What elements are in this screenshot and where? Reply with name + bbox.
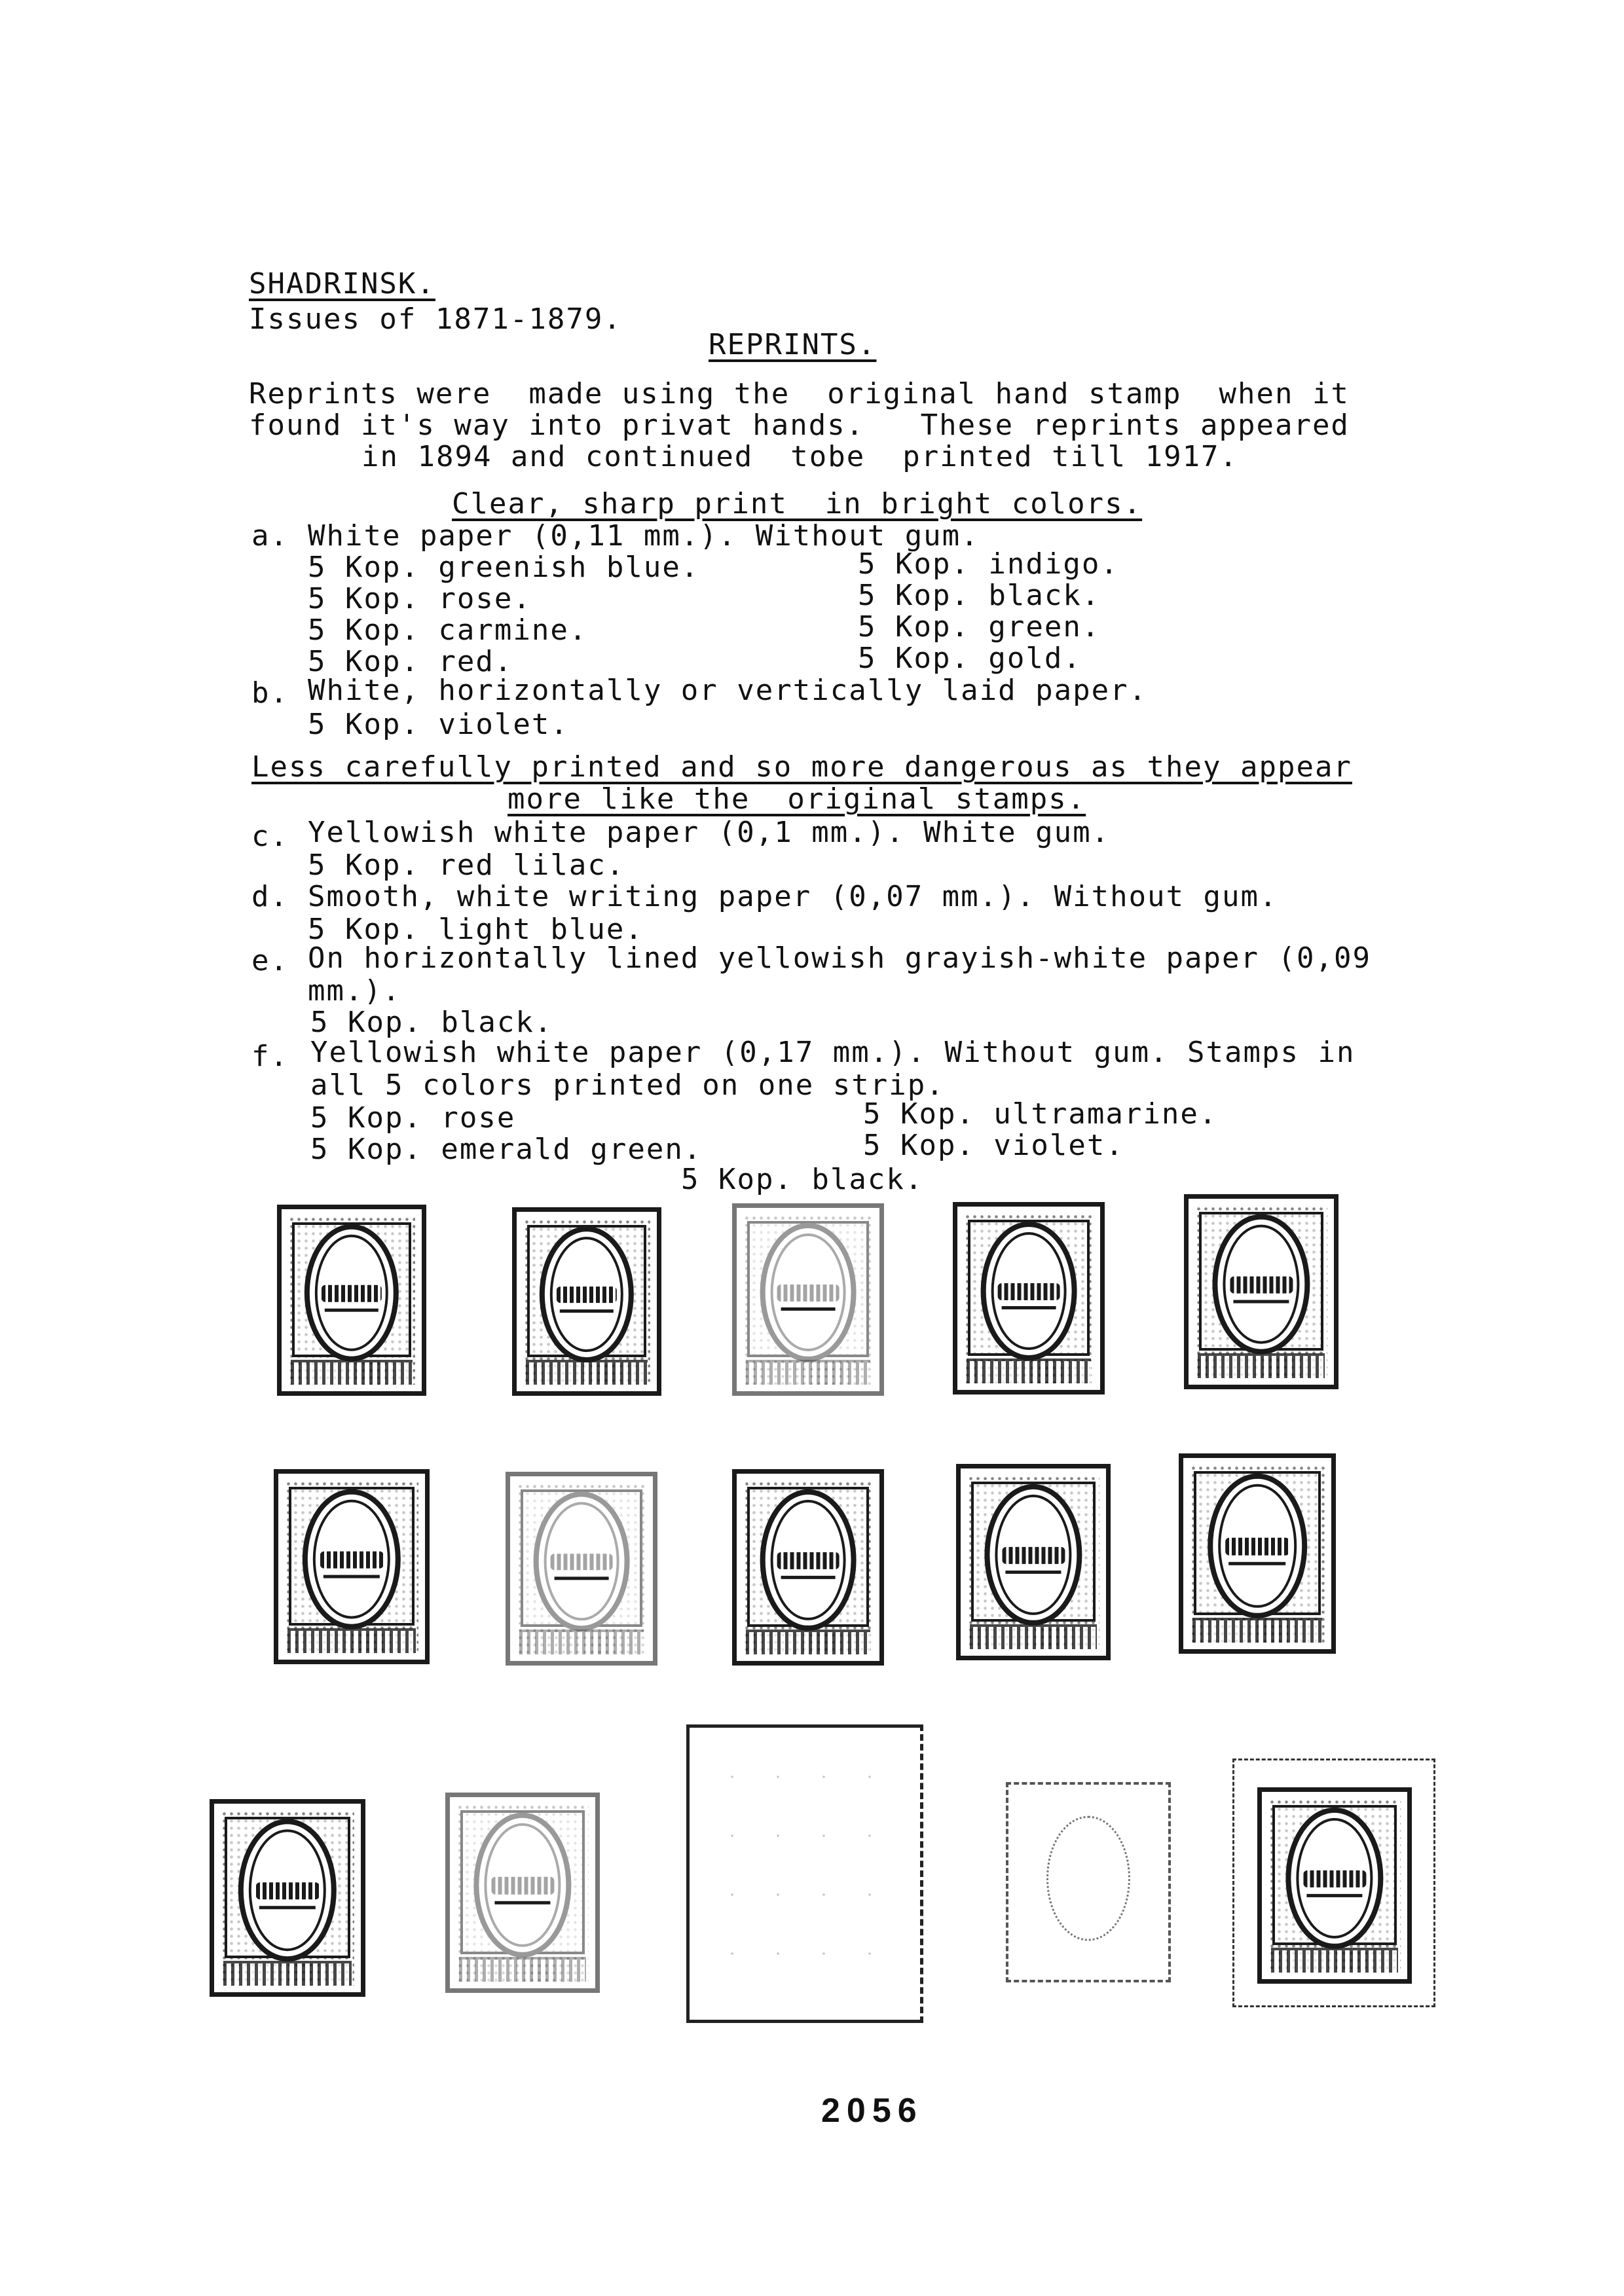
list-item: 5 Kop. green. (858, 610, 1101, 644)
item-d-text: Smooth, white writing paper (0,07 mm.). Without gum. (308, 880, 1278, 913)
list-item: 5 Kop. violet. (308, 708, 569, 741)
list-item: 5 Kop. indigo. (858, 547, 1119, 581)
page-number: 2056 (821, 2092, 923, 2130)
list-item: 5 Kop. red. (308, 645, 513, 678)
list-item: 5 Kop. emerald green. (310, 1133, 703, 1166)
list-item: 5 Kop. ultramarine. (863, 1097, 1218, 1131)
item-d-label: d. (251, 880, 289, 913)
stamp-image (1179, 1453, 1336, 1654)
item-a-text: White paper (0,11 mm.). Without gum. (308, 519, 980, 553)
list-item: 5 Kop. light blue. (308, 913, 644, 946)
group1-heading: Clear, sharp print in bright colors. (452, 487, 1143, 520)
stamp-blank-image (686, 1724, 923, 2023)
item-f-text-line-1: Yellowish white paper (0,17 mm.). Without gum. Stamps in (310, 1036, 1356, 1069)
list-item: 5 Kop. black. (681, 1163, 924, 1196)
list-item: 5 Kop. rose (310, 1101, 516, 1135)
stamp-image (277, 1205, 426, 1396)
intro-line-3: in 1894 and continued tobe printed till 1917. (361, 440, 1239, 473)
stamp-image (1257, 1787, 1412, 1984)
issues-subtitle: Issues of 1871-1879. (249, 302, 622, 336)
stamp-image (953, 1202, 1105, 1394)
list-item: 5 Kop. violet. (863, 1129, 1124, 1162)
list-item: 5 Kop. gold. (858, 642, 1082, 675)
stamp-image (274, 1469, 430, 1664)
item-e-text-line-2: mm.). (308, 974, 401, 1008)
list-item: 5 Kop. rose. (308, 582, 532, 615)
stamp-image (732, 1469, 884, 1666)
intro-line-1: Reprints were made using the original hand stamp when it (249, 377, 1350, 410)
list-item: 5 Kop. carmine. (308, 613, 588, 647)
item-f-label: f. (251, 1040, 289, 1073)
group2-heading-line-2: more like the original stamps. (507, 782, 1086, 816)
item-e-text-line-1: On horizontally lined yellowish grayish-white paper (0,09 (308, 941, 1371, 975)
list-item: 5 Kop. black. (310, 1006, 553, 1039)
stamp-image (956, 1464, 1111, 1660)
intro-line-2: found it's way into privat hands. These reprints appeared (249, 409, 1350, 442)
list-item: 5 Kop. black. (858, 579, 1101, 612)
stamp-image (732, 1203, 884, 1396)
item-b-text: White, horizontally or vertically laid paper. (308, 674, 1148, 707)
item-c-text: Yellowish white paper (0,1 mm.). White gum. (308, 816, 1111, 849)
stamp-ghost-image (1006, 1782, 1171, 1982)
group2-heading-line-1: Less carefully printed and so more dangerous as they appear (251, 750, 1352, 784)
item-f-text-line-2: all 5 colors printed on one strip. (310, 1068, 945, 1102)
item-b-label: b. (251, 676, 289, 710)
stamp-image (506, 1472, 657, 1666)
stamp-image (1184, 1194, 1338, 1389)
item-a-label: a. (251, 519, 289, 553)
item-e-label: e. (251, 944, 289, 977)
item-c-label: c. (251, 820, 289, 853)
list-item: 5 Kop. red lilac. (308, 848, 625, 882)
stamp-image (445, 1793, 600, 1993)
section-heading-reprints: REPRINTS. (709, 328, 877, 361)
stamp-image (512, 1207, 661, 1396)
page-title: SHADRINSK. (249, 267, 435, 301)
stamp-image (210, 1799, 365, 1997)
list-item: 5 Kop. greenish blue. (308, 551, 700, 584)
